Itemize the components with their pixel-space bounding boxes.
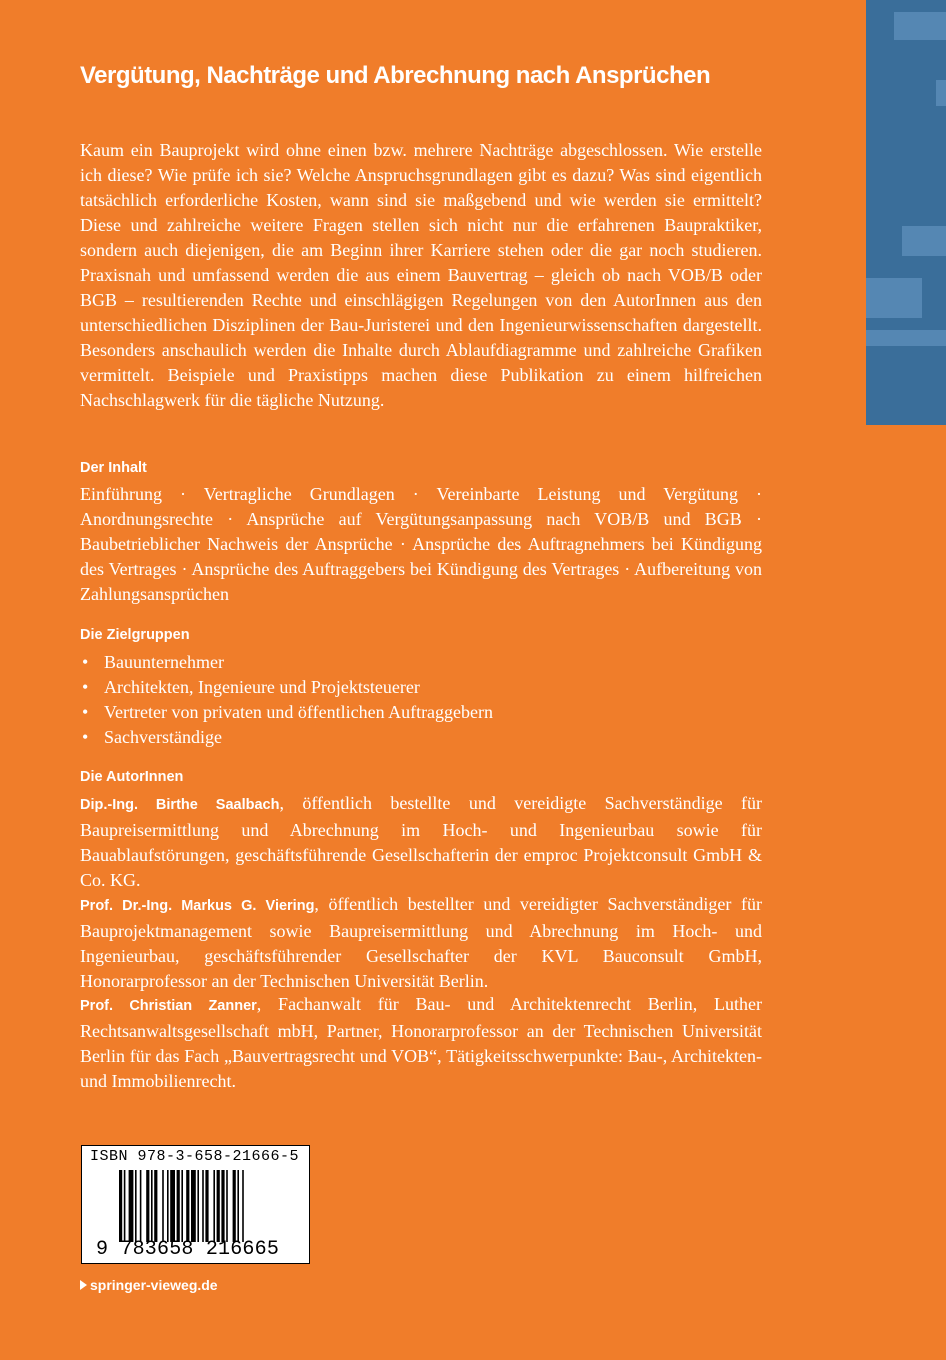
author-name: Dip.-Ing. Birthe Saalbach <box>80 797 280 813</box>
author-entry <box>80 791 762 893</box>
barcode-bar <box>119 1170 122 1242</box>
list-item <box>80 700 760 725</box>
list-item <box>80 675 760 700</box>
list-item-text: Architekten, Ingenieure und Projektsteuerer <box>104 677 420 697</box>
decor-block <box>936 80 946 106</box>
zielgruppen-heading: Die Zielgruppen <box>80 627 190 643</box>
barcode-bar <box>237 1170 239 1242</box>
list-item <box>80 725 760 750</box>
barcode-bar <box>197 1170 199 1242</box>
barcode-bar <box>181 1170 183 1242</box>
barcode-bar <box>242 1170 244 1242</box>
bullet-icon: • <box>82 677 89 697</box>
barcode-bar <box>233 1170 236 1242</box>
intro-paragraph: Kaum ein Bauprojekt wird ohne einen bzw. mehrere Nachträge abgeschlossen. Wie erstelle ich diese? Wie prüfe ich sie? Welche Anspruchsgrundlagen gibt es dazu? Was sind eigentlich tatsächlich erforderliche Kosten, wann sind sie maßgebend und wie werden sie ermittelt? Diese und zahlreiche weitere Fragen stellen sich nicht nur die erfahrenen Baupraktiker, sondern auch diejenigen, die am Beginn ihrer Karriere stehen oder die gar noch studieren. Praxisnah und umfassend werden die aus einem Bauvertrag – gleich ob nach VOB/B oder BGB – resultierenden Rechte und einschlägigen Regelungen von den AutorInnen aus den unterschiedlichen Disziplinen der Bau-Juristerei und den Ingenieurwissenschaften dargestellt. Besonders anschaulich werden die Inhalte durch Ablaufdiagramme und zahlreiche Grafiken vermittelt. Beispiele und Praxistipps machen diese Publikation zu einem hilfreichen Nachschlagwerk für die tägliche Nutzung. <box>80 140 762 410</box>
barcode-bar <box>124 1170 126 1242</box>
list-item <box>80 650 760 675</box>
barcode-bar <box>162 1170 164 1242</box>
autoren-heading: Die AutorInnen <box>80 769 184 785</box>
isbn-barcode <box>81 1145 310 1264</box>
author-entry <box>80 892 762 994</box>
arrow-right-icon <box>80 1280 87 1290</box>
book-title: Vergütung, Nachträge und Abrechnung nach Ansprüchen <box>80 62 711 89</box>
zielgruppen-list <box>80 650 760 750</box>
barcode-bar <box>202 1170 204 1242</box>
barcode-digits: 9 783658 216665 <box>96 1238 280 1261</box>
barcode-bars-icon <box>119 1170 284 1242</box>
decor-block <box>866 330 946 346</box>
barcode-bar <box>221 1170 224 1242</box>
barcode-bar <box>135 1170 137 1242</box>
author-name: Prof. Christian Zanner <box>80 998 257 1014</box>
author-bio: , Fachanwalt für Bau- und Architektenrecht Berlin, Luther Rechtsanwaltsgesellschaft mbH, Partner, Honorarprofessor an der Technischen Universität Berlin für das Fach „Bauvertragsrecht und VOB“, Tätigkeitsschwerpunkte: Bau-, Architekten- und Immobilienrecht. <box>80 994 762 1091</box>
barcode-bar <box>170 1170 175 1242</box>
barcode-bar <box>186 1170 189 1242</box>
barcode-bar <box>191 1170 196 1242</box>
bullet-icon: • <box>82 702 89 722</box>
inhalt-heading: Der Inhalt <box>80 460 147 476</box>
author-entry <box>80 992 762 1094</box>
barcode-bar <box>205 1170 208 1242</box>
barcode-bar <box>177 1170 180 1242</box>
barcode-bar <box>151 1170 153 1242</box>
decor-block <box>902 226 946 256</box>
list-item-text: Vertreter von privaten und öffentlichen Auftraggebern <box>104 702 494 722</box>
author-name: Prof. Dr.-Ing. Markus G. Viering <box>80 898 315 914</box>
barcode-bar <box>167 1170 169 1242</box>
bullet-icon: • <box>82 652 89 672</box>
barcode-bar <box>213 1170 215 1242</box>
website-label: springer-vieweg.de <box>90 1277 218 1293</box>
isbn-label: ISBN 978-3-658-21666-5 <box>90 1148 300 1165</box>
author-bio: , öffentlich bestellter und vereidigter Sachverständiger für Bauprojektmanagement sowie Baupreisermittlung und Abrechnung im Hoch- und Ingenieurbau, geschäftsführender Gesellschafter der KVL Bauconsult GmbH, Honorarprofessor an der Technischen Universität Berlin. <box>80 894 762 991</box>
barcode-bar <box>226 1170 228 1242</box>
barcode-bar <box>140 1170 142 1242</box>
barcode-bar <box>154 1170 157 1242</box>
barcode-bar <box>217 1170 220 1242</box>
publisher-website[interactable] <box>80 1277 218 1293</box>
list-item-text: Bauunternehmer <box>104 652 224 672</box>
side-decor-panel <box>866 0 946 425</box>
author-bio: , öffentlich bestellte und vereidigte Sachverständige für Baupreisermittlung und Abrechnung im Hoch- und Ingenieurbau sowie für Bauablaufstörungen, geschäftsführende Gesellschafterin der emproc Projektconsult GmbH & Co. KG. <box>80 793 762 890</box>
decor-block <box>894 12 946 40</box>
inhalt-text: Einführung · Vertragliche Grundlagen · Vereinbarte Leistung und Vergütung · Anordnungsrechte · Ansprüche auf Vergütungsanpassung nach VOB/B und BGB · Baubetrieblicher Nachweis der Ansprüche · Ansprüche des Auftragnehmers bei Kündigung des Vertrages · Ansprüche des Auftraggebers bei Kündigung des Vertrages · Aufbereitung von Zahlungsansprüchen <box>80 484 762 604</box>
barcode-bar <box>146 1170 149 1242</box>
decor-block <box>866 278 922 318</box>
barcode-bar <box>129 1170 134 1242</box>
bullet-icon: • <box>82 727 89 747</box>
list-item-text: Sachverständige <box>104 727 222 747</box>
